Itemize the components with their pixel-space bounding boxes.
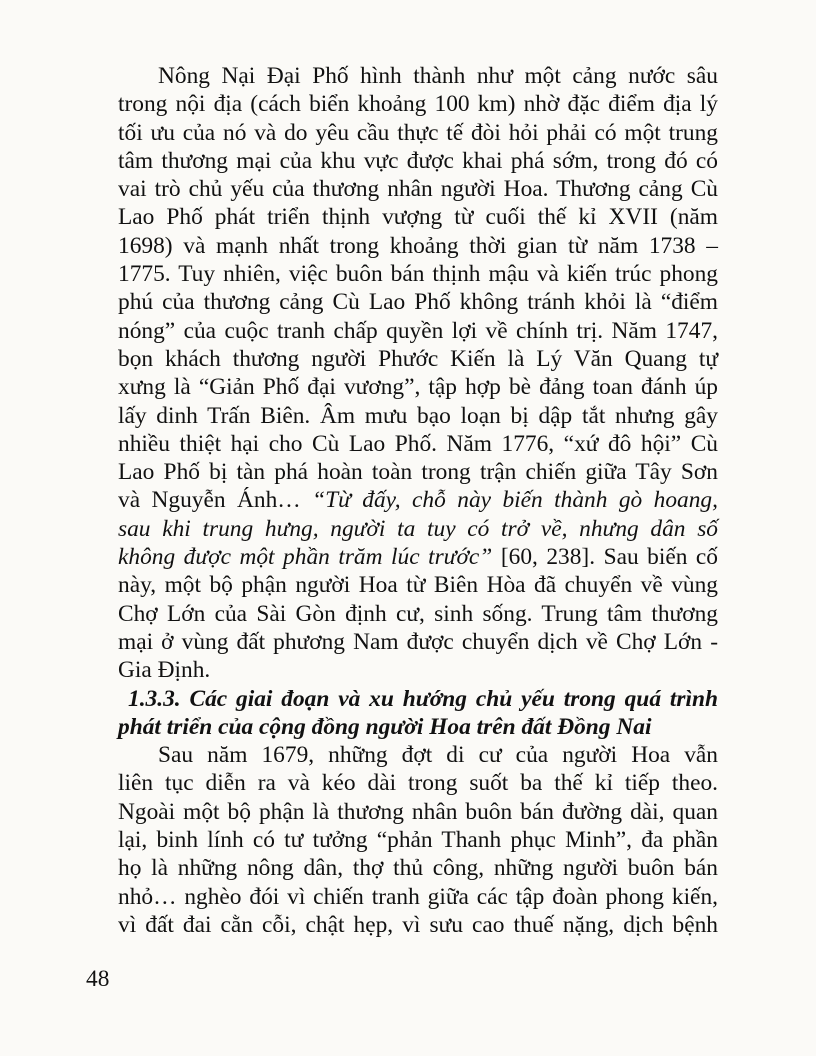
- text-line: nhiều thiệt hại cho Cù Lao Phố. Năm 1776, “xứ đô hội” Cù: [118, 430, 718, 457]
- text-line: tối ưu của nó và do yêu cầu thực tế đòi hỏi phải có một trung: [118, 119, 718, 146]
- text-line: Ngoài một bộ phận là thương nhân buôn bán đường dài, quan: [118, 798, 718, 825]
- text-line: Sau năm 1679, những đợt di cư của người Hoa vẫn: [158, 742, 718, 769]
- body-text: [118, 62, 718, 939]
- section-heading: 1.3.3. Các giai đoạn và xu hướng chủ yếu trong quá trình: [128, 685, 718, 712]
- quote-italic: “Từ đấy, chỗ này biến thành gò hoang,: [312, 487, 718, 514]
- text-line: họ là những nông dân, thợ thủ công, những người buôn bán: [118, 855, 718, 882]
- text-line: Lao Phố phát triển thịnh vượng từ cuối thế kỉ XVII (năm: [118, 204, 718, 231]
- text-line: 1698) và mạnh nhất trong khoảng thời gian từ năm 1738 –: [118, 232, 718, 259]
- section-heading: phát triển của cộng đồng người Hoa trên đất Đồng Nai: [118, 713, 652, 740]
- text-line: vai trò chủ yếu của thương nhân người Hoa. Thương cảng Cù: [118, 176, 718, 203]
- text-line: lấy dinh Trấn Biên. Âm mưu bạo loạn bị dập tắt nhưng gây: [118, 402, 718, 429]
- text-line: trong nội địa (cách biển khoảng 100 km) nhờ đặc điểm địa lý: [118, 91, 718, 118]
- text-line: nóng” của cuộc tranh chấp quyền lợi về chính trị. Năm 1747,: [118, 317, 718, 344]
- text-normal: và Nguyễn Ánh…: [118, 487, 301, 514]
- text-line: Gia Định.: [118, 657, 211, 684]
- text-line: mại ở vùng đất phương Nam được chuyển dịch về Chợ Lớn -: [118, 628, 718, 655]
- text-line: xưng là “Giản Phố đại vương”, tập hợp bè đảng toan đánh úp: [118, 374, 718, 401]
- text-line: 1775. Tuy nhiên, việc buôn bán thịnh mậu và kiến trúc phong: [118, 261, 718, 288]
- text-line: nhỏ… nghèo đói vì chiến tranh giữa các tập đoàn phong kiến,: [118, 883, 718, 910]
- text-line-mixed: [118, 486, 718, 514]
- text-line: Chợ Lớn của Sài Gòn định cư, sinh sống. Trung tâm thương: [118, 600, 718, 627]
- text-line: bọn khách thương người Phước Kiến là Lý Văn Quang tự: [118, 345, 718, 372]
- quote-italic: không được một phần trăm lúc trước”: [118, 544, 493, 571]
- text-line: này, một bộ phận người Hoa từ Biên Hòa đã chuyển về vùng: [118, 572, 718, 599]
- text-line: vì đất đai cằn cỗi, chật hẹp, vì sưu cao thuế nặng, dịch bệnh: [118, 911, 718, 938]
- page-number: 48: [86, 966, 110, 992]
- citation-text: [60, 238]. Sau biến cố: [500, 544, 718, 571]
- text-line: Nông Nại Đại Phố hình thành như một cảng nước sâu: [158, 63, 718, 89]
- text-line: phú của thương cảng Cù Lao Phố không tránh khỏi là “điểm: [118, 289, 718, 316]
- text-line: lại, binh lính có tư tưởng “phản Thanh phục Minh”, đa phần: [118, 827, 718, 854]
- text-line-mixed: [118, 543, 718, 571]
- text-line: Lao Phố bị tàn phá hoàn toàn trong trận chiến giữa Tây Sơn: [118, 459, 718, 486]
- text-line: liên tục diễn ra và kéo dài trong suốt ba thế kỉ tiếp theo.: [118, 770, 718, 797]
- quote-line: sau khi trung hưng, người ta tuy có trở về, nhưng dân số: [118, 515, 718, 542]
- text-line: tâm thương mại của khu vực được khai phá sớm, trong đó có: [118, 147, 718, 174]
